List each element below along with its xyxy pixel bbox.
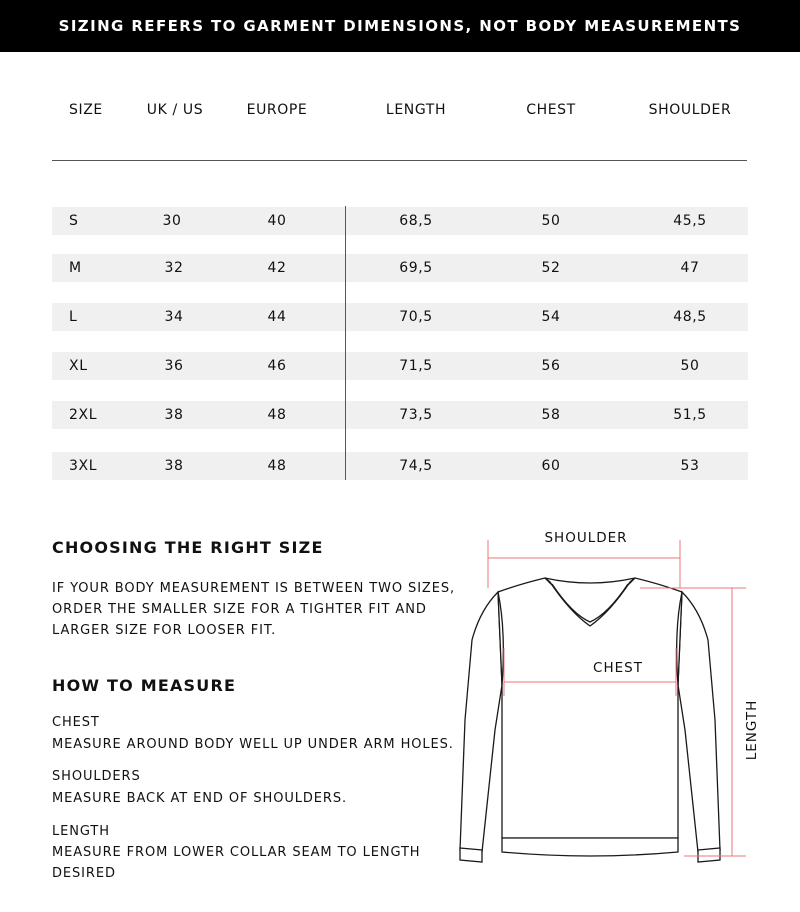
left-cuff bbox=[460, 848, 482, 862]
cell-length: 70,5 bbox=[399, 309, 433, 325]
header-divider bbox=[52, 160, 747, 161]
cell-europe: 44 bbox=[267, 309, 287, 325]
length-guide-line: DESIRED bbox=[52, 866, 116, 881]
cell-uk-us: 32 bbox=[164, 260, 184, 276]
cell-chest: 58 bbox=[541, 407, 561, 423]
sweater-outline bbox=[460, 578, 720, 862]
table-row bbox=[52, 401, 748, 429]
cell-length: 68,5 bbox=[399, 213, 433, 229]
cell-length: 69,5 bbox=[399, 260, 433, 276]
cell-chest: 60 bbox=[541, 458, 561, 474]
column-header-uk-us: UK / US bbox=[146, 102, 204, 118]
table-row bbox=[52, 254, 748, 282]
left-sleeve bbox=[460, 592, 502, 852]
cell-size: M bbox=[69, 260, 82, 276]
table-row bbox=[52, 452, 748, 480]
table-row bbox=[52, 352, 748, 380]
right-sleeve bbox=[678, 592, 720, 852]
cell-size: XL bbox=[69, 358, 88, 374]
cell-shoulder: 53 bbox=[680, 458, 700, 474]
cell-size: 2XL bbox=[69, 407, 98, 423]
table-row bbox=[52, 303, 748, 331]
cell-length: 71,5 bbox=[399, 358, 433, 374]
cell-size: S bbox=[69, 213, 79, 229]
right-cuff bbox=[698, 848, 720, 862]
cell-chest: 54 bbox=[541, 309, 561, 325]
cell-europe: 48 bbox=[267, 407, 287, 423]
shoulder-label: SHOULDER bbox=[544, 530, 628, 546]
column-header-size: SIZE bbox=[69, 102, 103, 118]
choosing-size-heading: CHOOSING THE RIGHT SIZE bbox=[52, 538, 324, 557]
cell-shoulder: 48,5 bbox=[673, 309, 707, 325]
choosing-size-line: IF YOUR BODY MEASUREMENT IS BETWEEN TWO SIZES, bbox=[52, 581, 456, 596]
cell-length: 73,5 bbox=[399, 407, 433, 423]
cell-shoulder: 45,5 bbox=[673, 213, 707, 229]
cell-uk-us: 36 bbox=[164, 358, 184, 374]
cell-europe: 46 bbox=[267, 358, 287, 374]
header-banner: SIZING REFERS TO GARMENT DIMENSIONS, NOT BODY MEASUREMENTS bbox=[0, 0, 800, 52]
choosing-size-line: LARGER SIZE FOR LOOSER FIT. bbox=[52, 623, 277, 638]
cell-size: L bbox=[69, 309, 78, 325]
cell-uk-us: 30 bbox=[162, 213, 182, 229]
column-header-europe: EUROPE bbox=[246, 102, 308, 118]
cell-length: 74,5 bbox=[399, 458, 433, 474]
cell-chest: 50 bbox=[541, 213, 561, 229]
shoulders-guide-text: MEASURE BACK AT END OF SHOULDERS. bbox=[52, 791, 348, 806]
column-header-chest: CHEST bbox=[526, 102, 576, 118]
chest-guide-text: MEASURE AROUND BODY WELL UP UNDER ARM HOLES. bbox=[52, 737, 454, 752]
sweater-measurement-diagram bbox=[440, 520, 790, 880]
length-label: LENGTH bbox=[744, 699, 760, 761]
cell-uk-us: 38 bbox=[164, 407, 184, 423]
cell-uk-us: 38 bbox=[164, 458, 184, 474]
cell-shoulder: 51,5 bbox=[673, 407, 707, 423]
cell-shoulder: 47 bbox=[680, 260, 700, 276]
cell-uk-us: 34 bbox=[164, 309, 184, 325]
cell-europe: 42 bbox=[267, 260, 287, 276]
chest-guide-title: CHEST bbox=[52, 715, 100, 730]
column-header-shoulder: SHOULDER bbox=[648, 102, 732, 118]
cell-europe: 48 bbox=[267, 458, 287, 474]
chest-label: CHEST bbox=[593, 660, 643, 676]
cell-size: 3XL bbox=[69, 458, 98, 474]
cell-chest: 56 bbox=[541, 358, 561, 374]
cell-shoulder: 50 bbox=[680, 358, 700, 374]
shoulders-guide-title: SHOULDERS bbox=[52, 769, 141, 784]
table-row bbox=[52, 207, 748, 235]
cell-europe: 40 bbox=[267, 213, 287, 229]
waistband bbox=[502, 838, 678, 856]
column-divider bbox=[345, 206, 346, 480]
length-guide-line: MEASURE FROM LOWER COLLAR SEAM TO LENGTH bbox=[52, 845, 421, 860]
cell-chest: 52 bbox=[541, 260, 561, 276]
length-guide-title: LENGTH bbox=[52, 824, 110, 839]
column-header-length: LENGTH bbox=[385, 102, 447, 118]
choosing-size-line: ORDER THE SMALLER SIZE FOR A TIGHTER FIT AND bbox=[52, 602, 427, 617]
how-to-measure-heading: HOW TO MEASURE bbox=[52, 676, 237, 695]
